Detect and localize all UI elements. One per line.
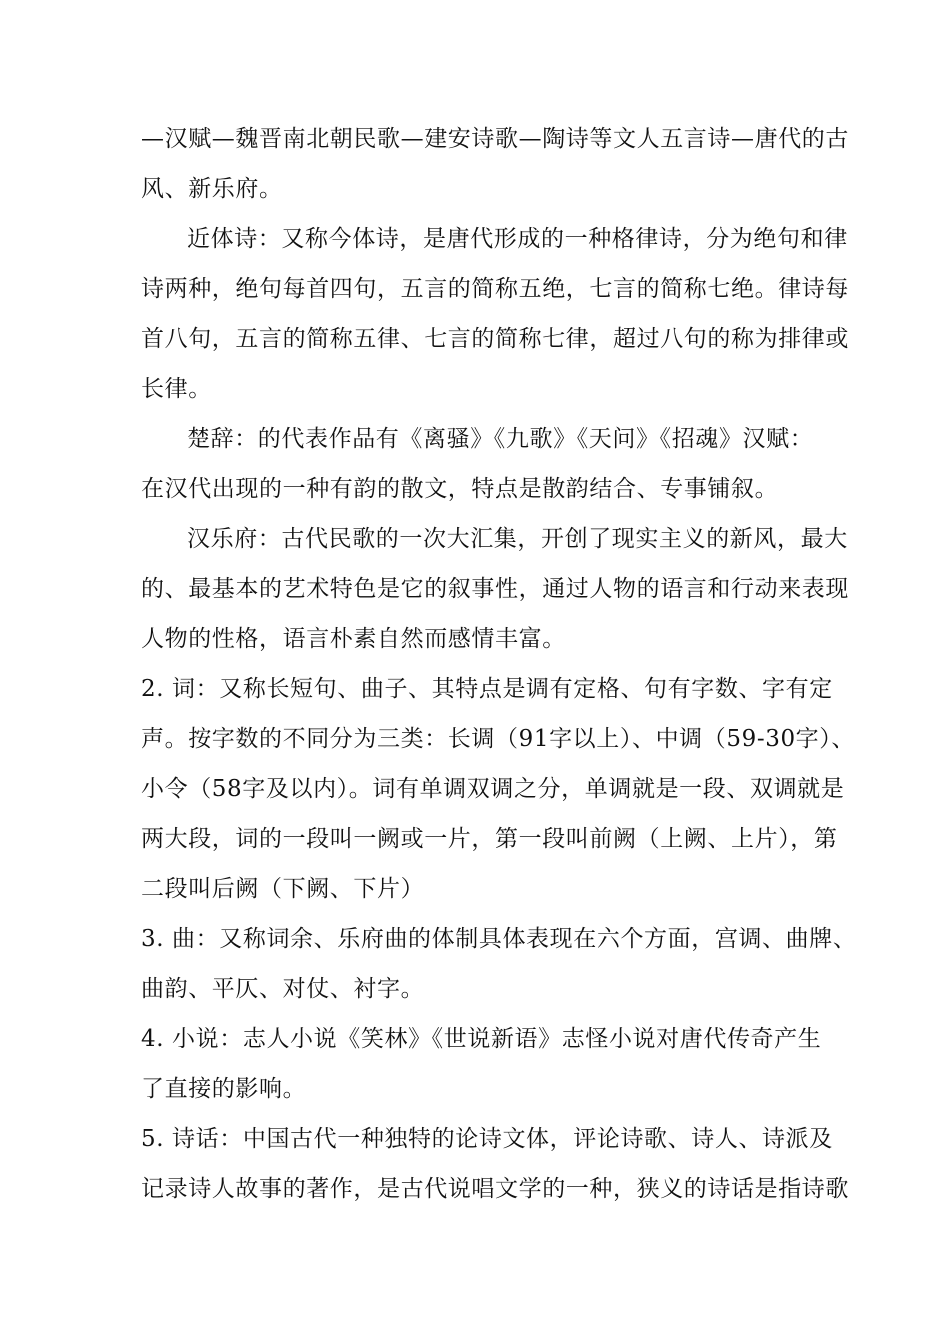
text-line: 两大段，词的一段叫一阙或一片，第一段叫前阙（上阙、上片），第 [141,826,838,852]
text-line: 曲韵、平仄、对仗、衬字。 [141,976,425,1002]
text-line: —汉赋—魏晋南北朝民歌—建安诗歌—陶诗等文人五言诗—唐代的古 [141,126,849,152]
text-line: 的、最基本的艺术特色是它的叙事性，通过人物的语言和行动来表现 [141,576,849,602]
text-line: 二段叫后阙（下阙、下片） [141,876,425,902]
list-item-line: 4. 小说：志人小说《笑林》《世说新语》志怪小说对唐代传奇产生 [141,1026,822,1052]
text-line: 人物的性格，语言朴素自然而感情丰富。 [141,626,566,652]
text-line: 在汉代出现的一种有韵的散文，特点是散韵结合、专事铺叙。 [141,476,779,502]
text-line: 声。按字数的不同分为三类：长调（91字以上）、中调（59-30字）、 [141,726,855,752]
text-line: 风、新乐府。 [141,176,283,202]
text-line: 小令（58字及以内）。词有单调双调之分，单调就是一段、双调就是 [141,776,845,802]
text-line: 诗两种，绝句每首四句，五言的简称五绝，七言的简称七绝。律诗每 [141,276,849,302]
text-line: 长律。 [141,376,212,402]
paragraph-start-line: 汉乐府：古代民歌的一次大汇集，开创了现实主义的新风，最大 [187,526,848,552]
text-line: 首八句，五言的简称五律、七言的简称七律，超过八句的称为排律或 [141,326,849,352]
list-item-line: 3. 曲：又称词余、乐府曲的体制具体表现在六个方面，宫调、曲牌、 [141,926,857,952]
text-line: 了直接的影响。 [141,1076,307,1102]
list-item-line: 2. 词：又称长短句、曲子、其特点是调有定格、句有字数、字有定 [141,676,833,702]
paragraph-start-line: 楚辞：的代表作品有《离骚》《九歌》《天问》《招魂》汉赋： [187,426,814,452]
list-item-line: 5. 诗话：中国古代一种独特的论诗文体，评论诗歌、诗人、诗派及 [141,1126,833,1152]
paragraph-start-line: 近体诗：又称今体诗，是唐代形成的一种格律诗，分为绝句和律 [187,226,848,252]
text-line: 记录诗人故事的著作，是古代说唱文学的一种，狭义的诗话是指诗歌 [141,1176,849,1202]
